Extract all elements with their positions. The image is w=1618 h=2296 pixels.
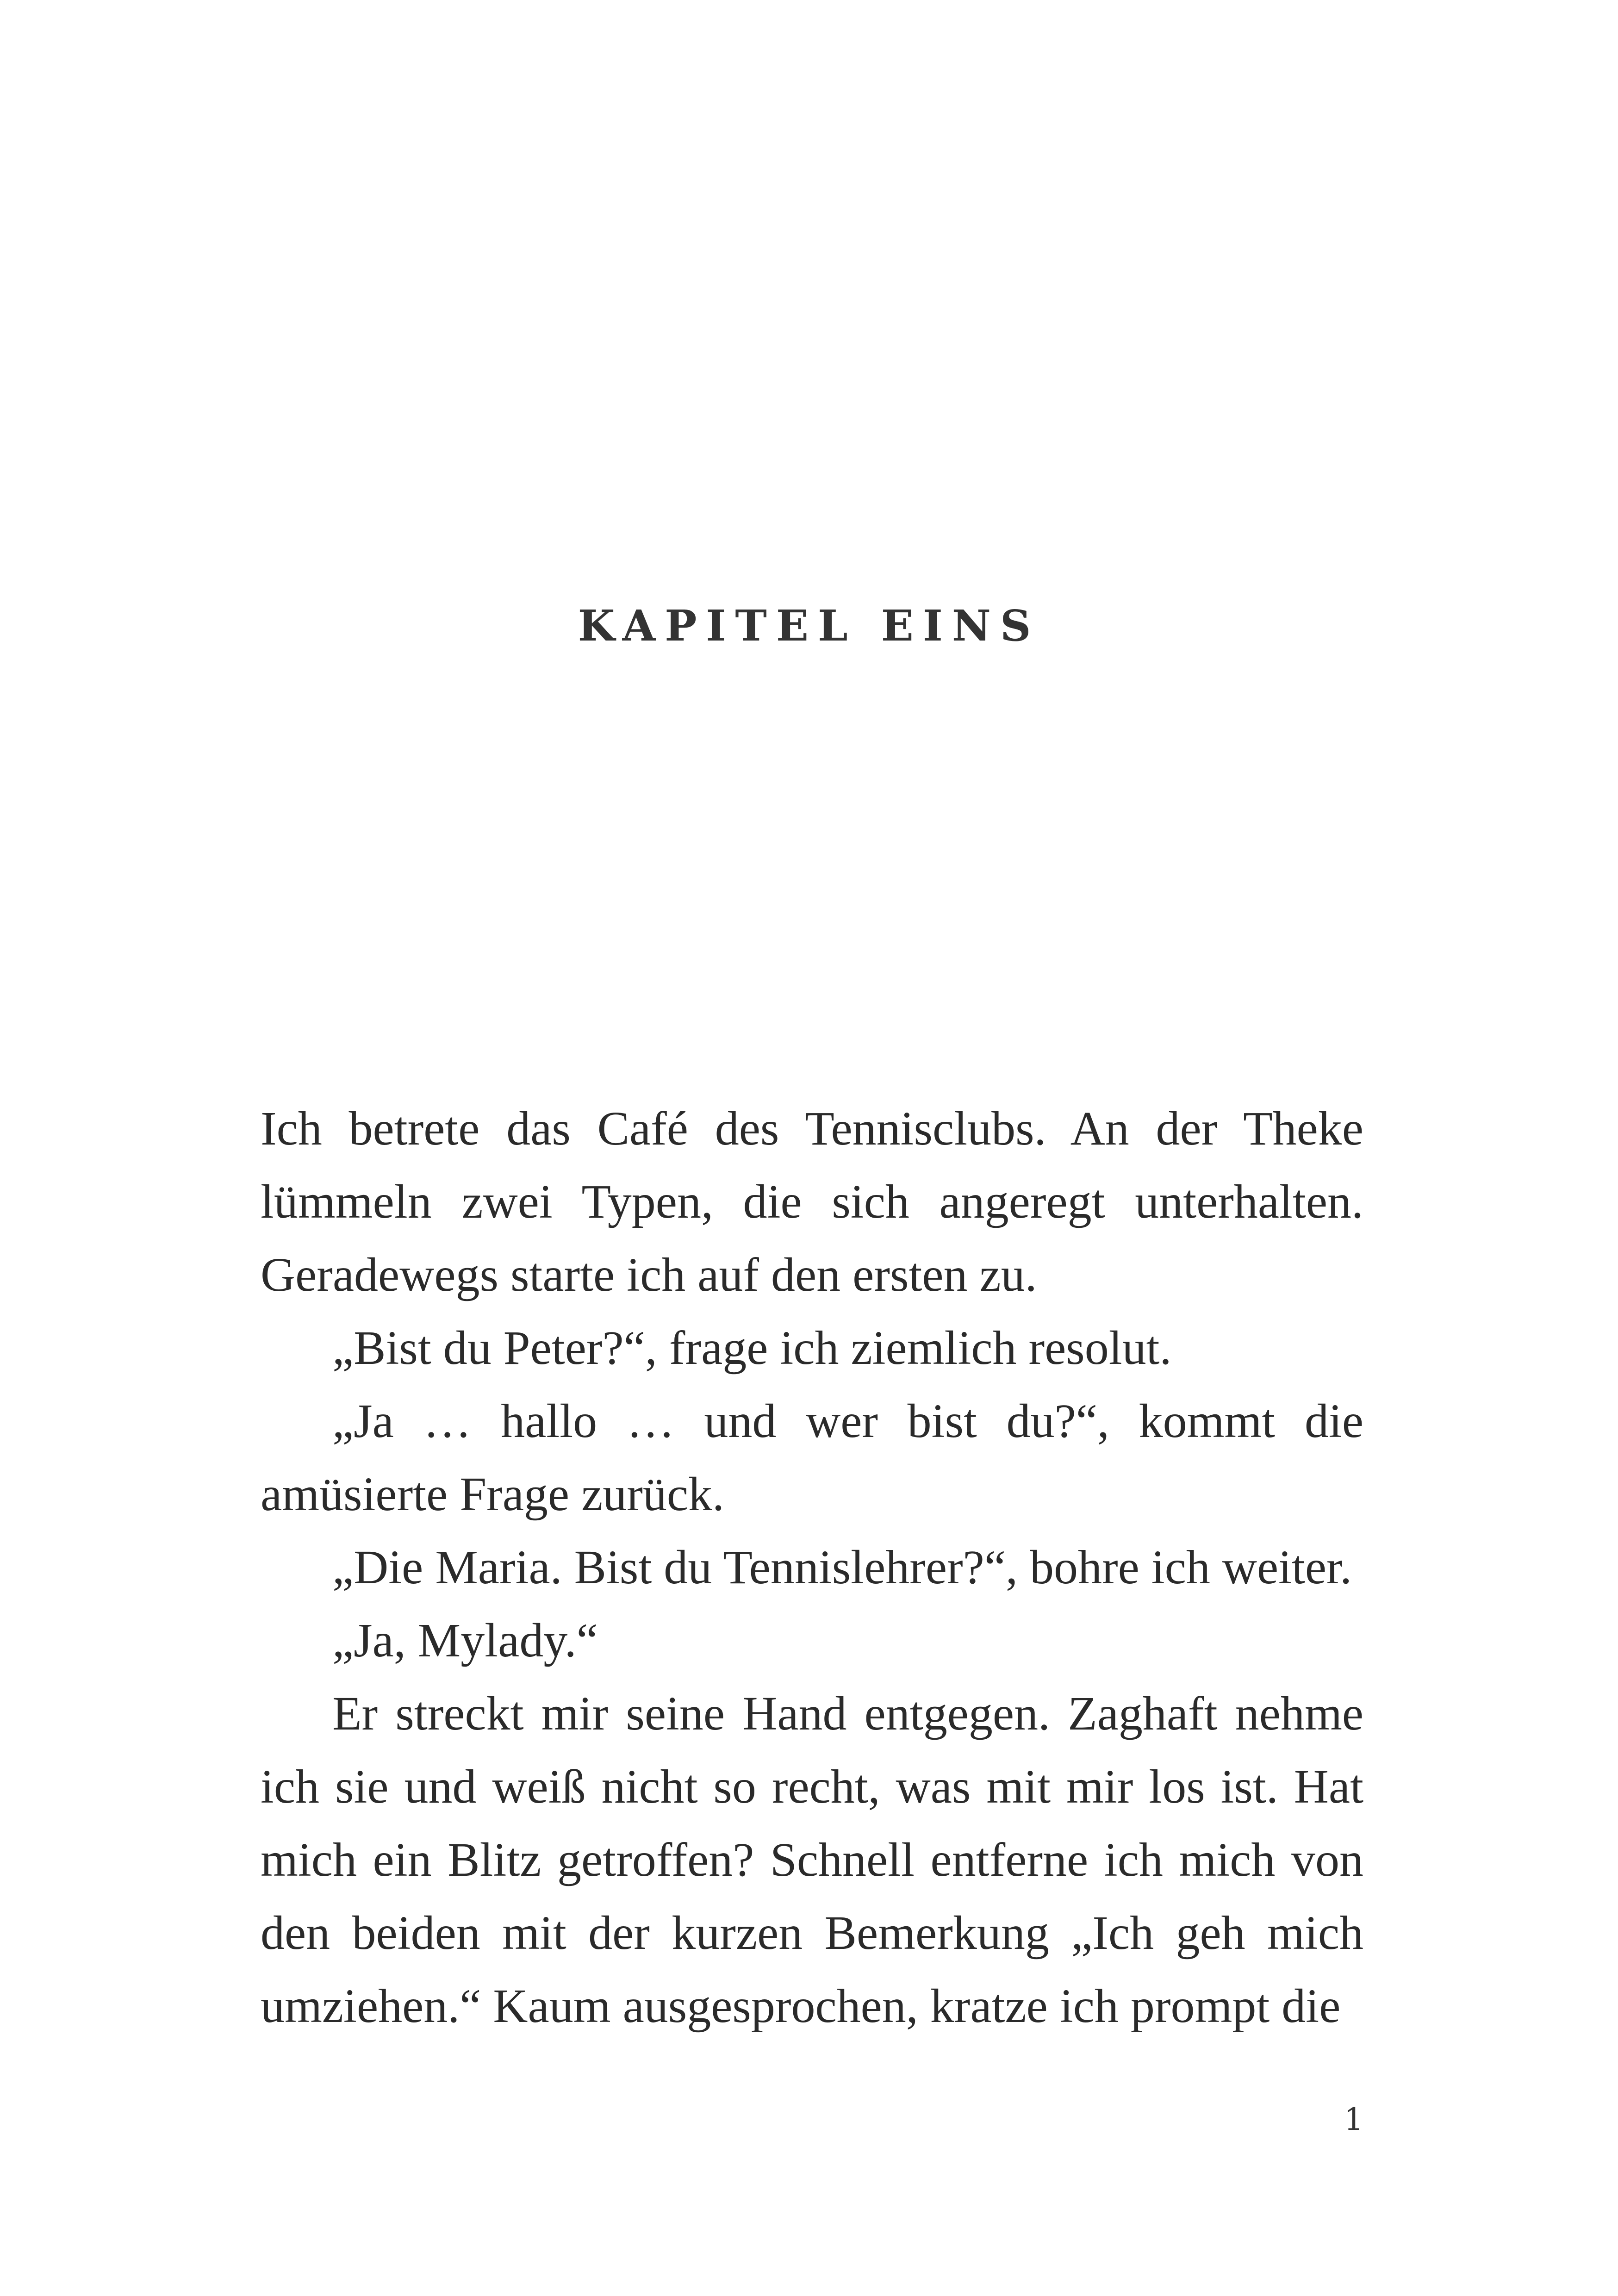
paragraph: Er streckt mir seine Hand entgegen. Zaghaft nehme ich sie und weiß nicht so recht, was mit mir los ist. Hat mich ein Blitz getroffen? Schnell entferne ich mich von den beiden mit der kurzen Bemerkung „Ich geh mich umziehen.“ Kaum ausgesprochen, kratze ich prompt die [261, 1687, 1363, 2033]
paragraph: „Ja, Mylady.“ [332, 1614, 598, 1667]
paragraph: Ich betrete das Café des Tennisclubs. An der Theke lümmeln zwei Typen, die sich angeregt unterhalten. Geradewegs starte ich auf den ersten zu. [261, 1102, 1363, 1301]
paragraph: „Die Maria. Bist du Tennislehrer?“, bohre ich weiter. [332, 1541, 1352, 1594]
paragraph: „Bist du Peter?“, frage ich ziemlich resolut. [332, 1321, 1172, 1375]
page-number: 1 [1344, 2102, 1363, 2137]
paragraph: „Ja … hallo … und wer bist du?“, kommt die amüsierte Frage zurück. [261, 1394, 1363, 1521]
body-text [261, 1092, 1363, 2043]
chapter-heading: KAPITEL EINS [578, 600, 1040, 651]
